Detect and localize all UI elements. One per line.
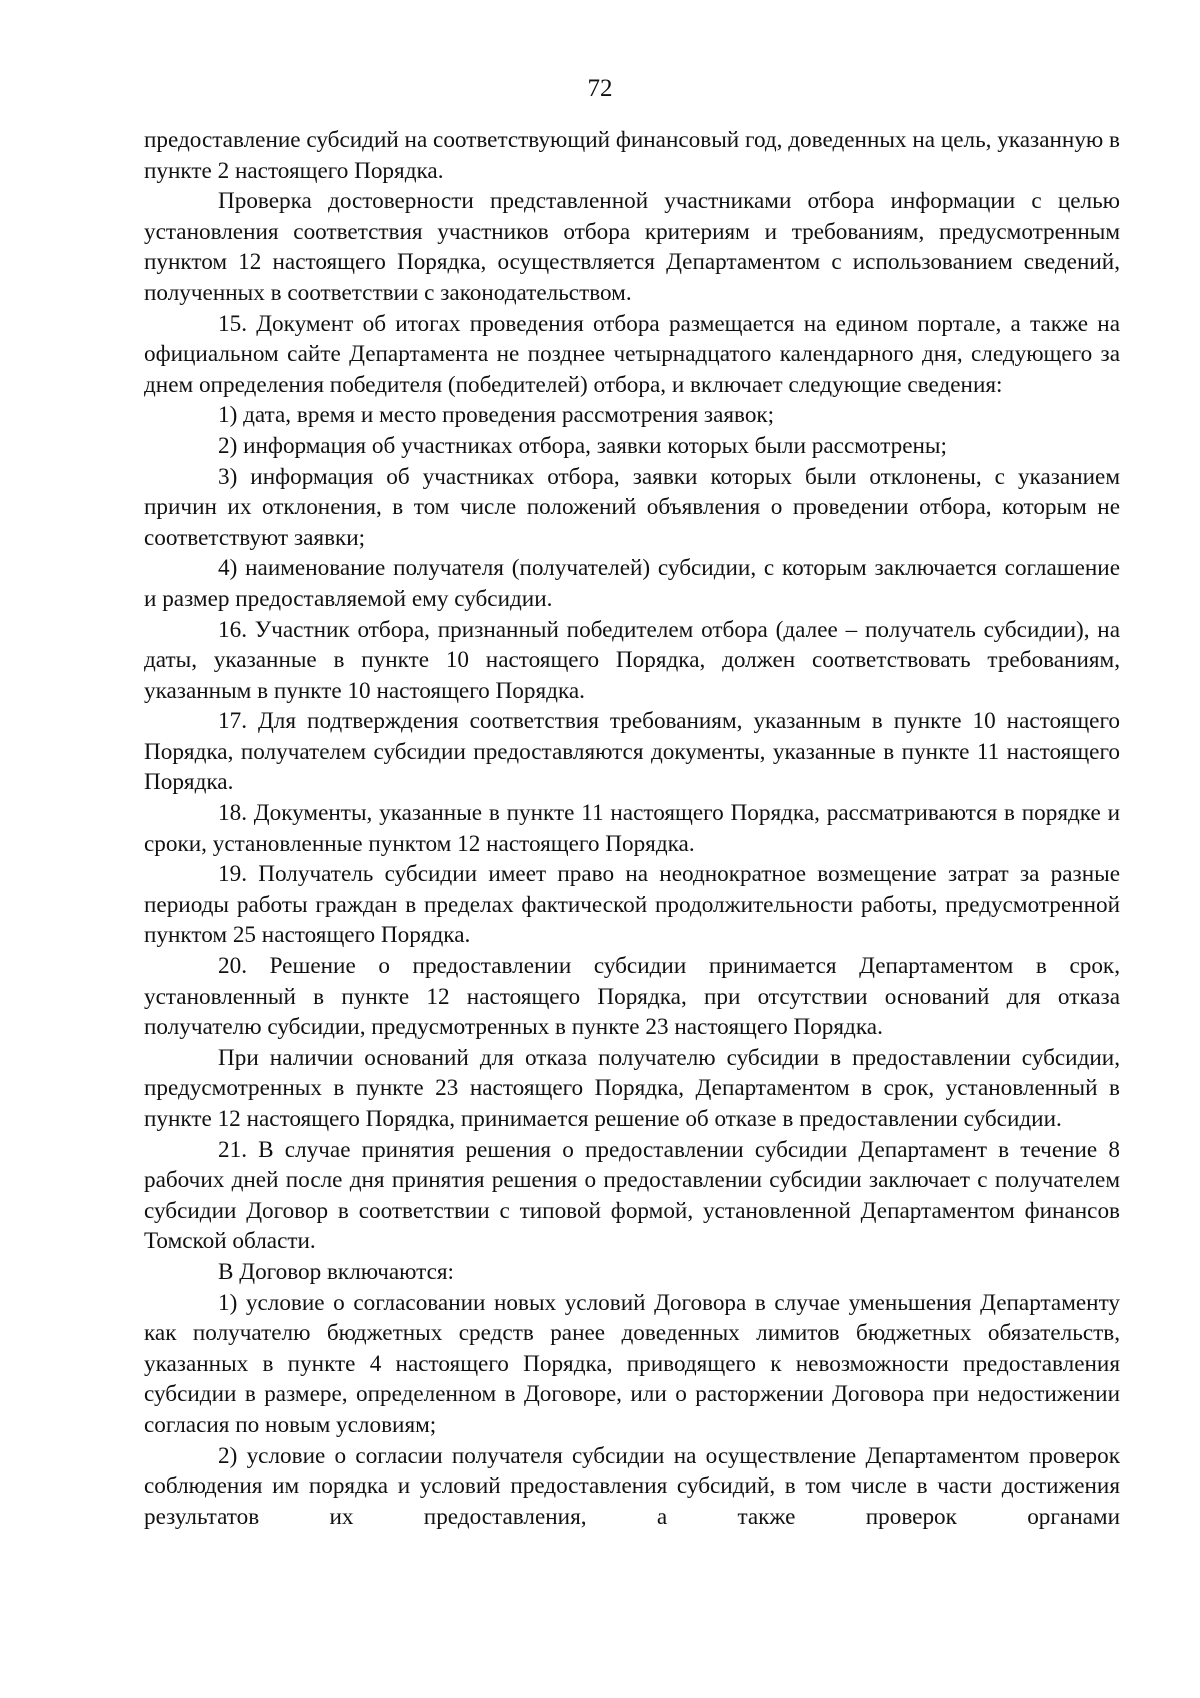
paragraph-clause-15: 15. Документ об итогах проведения отбора размещается на едином портале, а также на официальном сайте Департамента не позднее четырнадцатого календарного дня, следующего за днем определения победителя (победителей) отбора, и включает следующие сведения: [144,310,1120,398]
paragraph-verification: Проверка достоверности представленной участниками отбора информации с целью установления соответствия участников отбора критериям и требованиям, предусмотренным пунктом 12 настоящего Порядка, осуществляется Департаментом с использованием сведений, полученных в соответствии с законодательством. [144,188,1120,306]
list-item-21-2: 2) условие о согласии получателя субсидии на осуществление Департаментом проверок соблюдения им порядка и условий предоставления субсидий, в том числе в части достижения результатов их предоставления, а также проверок органами [144,1442,1120,1530]
paragraph-clause-18: 18. Документы, указанные в пункте 11 настоящего Порядка, рассматриваются в порядке и сроки, установленные пунктом 12 настоящего Порядка. [144,800,1120,857]
list-item-21-1: 1) условие о согласовании новых условий Договора в случае уменьшения Департаменту как получателю бюджетных средств ранее доведенных лимитов бюджетных обязательств, указанных в пункте 4 настоящего Порядка, приводящего к невозможности предоставления субсидии в размере, определенном в Договоре, или о расторжении Договора при недостижении согласия по новым условиям; [144,1289,1120,1438]
list-item-15-4: 4) наименование получателя (получателей) субсидии, с которым заключается соглашение и размер предоставляемой ему субсидии. [144,555,1120,612]
paragraph-clause-20: 20. Решение о предоставлении субсидии принимается Департаментом в срок, установленный в пункте 12 настоящего Порядка, при отсутствии оснований для отказа получателю субсидии, предусмотренных в пункте 23 настоящего Порядка. [144,953,1120,1041]
page-number: 72 [587,75,613,102]
paragraph-refusal: При наличии оснований для отказа получателю субсидии в предоставлении субсидии, предусмотренных в пункте 23 настоящего Порядка, Департаментом в срок, установленный в пункте 12 настоящего Порядка, принимается решение об отказе в предоставлении субсидии. [144,1044,1120,1132]
list-item-15-1: 1) дата, время и место проведения рассмотрения заявок; [218,402,775,429]
list-item-15-2: 2) информация об участниках отбора, заявки которых были рассмотрены; [218,432,947,459]
paragraph-contract-includes: В Договор включаются: [218,1258,454,1285]
paragraph-clause-19: 19. Получатель субсидии имеет право на неоднократное возмещение затрат за разные периоды работы граждан в пределах фактической продолжительности работы, предусмотренной пунктом 25 настоящего Порядка. [144,861,1120,949]
paragraph-continuation: предоставление субсидий на соответствующий финансовый год, доведенных на цель, указанную в пункте 2 настоящего Порядка. [144,127,1120,184]
paragraph-clause-17: 17. Для подтверждения соответствия требованиям, указанным в пункте 10 настоящего Порядка, получателем субсидии предоставляются документы, указанные в пункте 11 настоящего Порядка. [144,708,1120,796]
paragraph-clause-16: 16. Участник отбора, признанный победителем отбора (далее – получатель субсидии), на даты, указанные в пункте 10 настоящего Порядка, должен соответствовать требованиям, указанным в пункте 10 настоящего Порядка. [144,616,1120,704]
paragraph-clause-21: 21. В случае принятия решения о предоставлении субсидии Департамент в течение 8 рабочих дней после дня принятия решения о предоставлении субсидии заключает с получателем субсидии Договор в соответствии с типовой формой, установленной Департаментом финансов Томской области. [144,1136,1120,1255]
document-body [144,125,1120,1532]
list-item-15-3: 3) информация об участниках отбора, заявки которых были отклонены, с указанием причин их отклонения, в том числе положений объявления о проведении отбора, которым не соответствуют заявки; [144,463,1120,551]
